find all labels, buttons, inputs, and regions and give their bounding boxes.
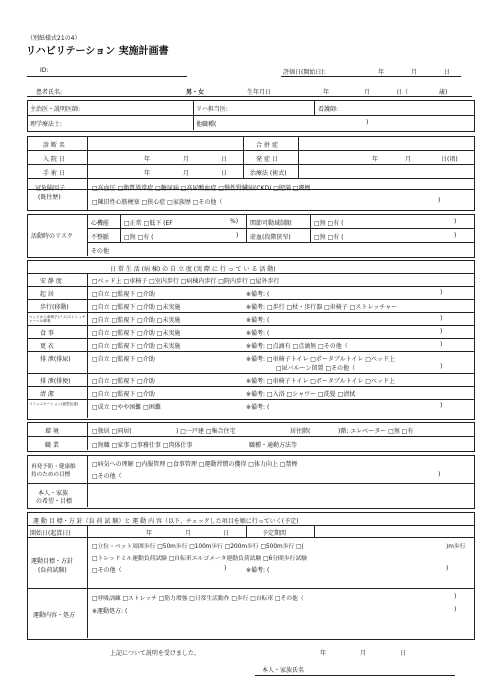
- environment-label: 環 境: [45, 428, 59, 435]
- prevention-options[interactable]: □病気への理解 □内服管理 □食事管理 □運動習慣の獲得 □体力向上 □禁煙: [92, 461, 298, 468]
- exercise-goal-sublabel: (負荷試験): [38, 567, 67, 574]
- exercise-content-close: ): [454, 593, 457, 600]
- staff-vdivider-2: [314, 100, 315, 115]
- cardiac-label: 心機能: [91, 220, 110, 227]
- adl-row-note[interactable]: ※備考: □歩行 □杖・歩行器 □車椅子 □ストレッチャー: [246, 304, 398, 311]
- diag-divider-2: [27, 164, 474, 165]
- residence-floor[interactable]: 居住階(: [290, 428, 311, 435]
- adl-row-note[interactable]: ※備考: □入浴 □シャワー □洗髪 □清拭: [246, 391, 356, 398]
- walking-goal-options[interactable]: □立位・ベット周囲歩行 □50m歩行 □100m歩行 □200m歩行 □500m歩行 □(: [92, 544, 304, 550]
- adl-row-close: ): [440, 402, 443, 409]
- activity-vdivider-1: [87, 214, 88, 256]
- family-goal-sublabel: の希望・目標: [36, 498, 73, 505]
- env-divider: [27, 436, 474, 437]
- arrhythmia-label: 不整脈: [91, 234, 110, 241]
- nurse-label[interactable]: 看護師:: [318, 106, 339, 113]
- patient-name-label: 患者氏名:: [36, 89, 63, 96]
- sex-field[interactable]: 男・女: [186, 89, 205, 96]
- eval-year: 年: [378, 69, 385, 76]
- adl-row-divider: [27, 299, 474, 300]
- adl-row-close: ): [440, 363, 443, 370]
- adl-row-divider: [27, 273, 474, 274]
- eval-underline: [281, 76, 461, 77]
- onset-day: 日(頃): [441, 156, 458, 163]
- other-staff-label[interactable]: 他職種(: [196, 121, 217, 128]
- period-label: 予定期間: [262, 530, 287, 537]
- exercise-table: [27, 512, 475, 640]
- consent-year: 年: [320, 650, 327, 657]
- birth-year: 年: [323, 89, 330, 96]
- adl-row-options[interactable]: □自立 □監視下 □介助: [92, 378, 155, 385]
- exercise-vdivider-2: [246, 525, 247, 537]
- adl-row-divider: [27, 325, 474, 326]
- activity-divider-1: [87, 228, 474, 229]
- exercise-goal-other-close: ): [224, 565, 227, 572]
- onset-label: 発 症 日: [256, 156, 278, 163]
- adl-row-note[interactable]: ※備考: (: [246, 291, 270, 298]
- rehab-doctor-label[interactable]: リハ担当医:: [196, 106, 228, 113]
- staff-divider: [27, 115, 474, 116]
- diag-vdivider-2: [243, 136, 244, 178]
- exercise-prescription[interactable]: ※運動処方: (: [92, 608, 128, 615]
- risk-factor-sublabel: (既往歴): [38, 194, 61, 201]
- staff-table: [27, 100, 475, 132]
- other-risk-label: その他: [91, 248, 110, 255]
- eval-date-label: 評価日(開始日)：: [283, 69, 330, 76]
- eval-month: 月: [411, 69, 418, 76]
- exercise-goal-other[interactable]: □その他（: [92, 567, 122, 574]
- exercise-prescription-close: ): [454, 606, 457, 613]
- onset-year: 年: [372, 156, 379, 163]
- adl-row-options[interactable]: □成立 □やや困難 □困難: [92, 404, 161, 411]
- job-details-label: 職種・通勤方法等: [249, 442, 298, 449]
- diagnosis-label: 診 断 名: [43, 142, 65, 149]
- adl-row-label: 清 潔: [40, 391, 54, 398]
- exercise-goal-note[interactable]: ※備考: (: [246, 567, 270, 574]
- prevention-other[interactable]: □その他（: [92, 473, 122, 480]
- other-staff-close: ): [366, 119, 369, 126]
- adl-row-options[interactable]: □自立 □監視下 □介助: [92, 291, 155, 298]
- patient-underline: [27, 96, 472, 97]
- risk-factor-options-1[interactable]: □高血圧 □脂質異常症 □糖尿病 □高尿酸血症 □慢性腎臓病(CKD) □肥満 □喫煙: [92, 185, 311, 192]
- prevention-close: ): [438, 471, 441, 478]
- housing-options[interactable]: ) □一戸建 □集合住宅: [176, 428, 236, 435]
- adl-row-note[interactable]: ※備考: □車椅子トイレ □ポータブルトイレ □ベッド上: [246, 356, 395, 363]
- age-unit: 歳): [439, 89, 448, 96]
- exercise-goal-label: 運動目標・方針: [31, 558, 74, 565]
- surgery-month: 月: [183, 170, 190, 177]
- adl-row-options[interactable]: □自立 □監視下 □介助 □未実施: [92, 343, 181, 350]
- adl-row-divider: [27, 286, 474, 287]
- adl-row-options[interactable]: □ベッド上 □車椅子 □室内歩行 □病棟内歩行 □院内歩行 □屋外歩行: [92, 278, 280, 285]
- signature-label: 本人・家族氏名: [262, 667, 305, 674]
- rom-label: 関節可動域制限: [250, 220, 293, 227]
- diag-vdivider-1: [87, 136, 88, 178]
- adl-row-divider: [27, 312, 474, 313]
- signature-line[interactable]: [255, 675, 455, 676]
- arrhythmia-options[interactable]: □無 □有 (: [124, 234, 154, 241]
- cardiac-options[interactable]: □正常 □低下 (EF: [124, 220, 173, 227]
- procedure-label: 治療法 (術式): [250, 170, 287, 177]
- rom-options[interactable]: □無 □有 (: [314, 220, 344, 227]
- admission-year: 年: [144, 156, 151, 163]
- goals-divider: [27, 483, 474, 484]
- arrhythmia-close: ): [236, 232, 239, 239]
- adl-row-label: 食 事: [40, 330, 54, 337]
- adl-row-close: ): [440, 315, 443, 322]
- admission-month: 月: [183, 156, 190, 163]
- cardiac-percent: %): [230, 218, 239, 225]
- elevator-options[interactable]: )階: エレベーター □無 □有: [338, 428, 414, 435]
- adl-row-divider: [27, 338, 474, 339]
- complication-label: 合 併 症: [256, 142, 278, 149]
- adl-row-note[interactable]: ※備考: (: [246, 330, 270, 337]
- ischemia-options[interactable]: □無 □有 (: [314, 234, 344, 241]
- consent-month: 月: [360, 650, 367, 657]
- adl-row-close: ): [440, 328, 443, 335]
- adl-vdivider: [87, 273, 88, 418]
- start-date-label: 開始日(起算日): [30, 530, 71, 537]
- exercise-divider-1: [27, 525, 474, 526]
- adl-row-note[interactable]: ※備考: (: [246, 317, 270, 324]
- environment-options[interactable]: □独居 □同居(: [92, 428, 132, 435]
- adl-row-divider: [27, 399, 474, 400]
- adl-row-options[interactable]: □自立 □監視下 □介助: [92, 391, 155, 398]
- adl-row-label: 歩行(移動): [40, 304, 69, 311]
- job-options[interactable]: □無職 □家事 □事務仕事 □肉体仕事: [92, 442, 193, 449]
- start-day: 日: [223, 530, 230, 537]
- family-goal-label: 本人・家族: [38, 490, 69, 497]
- ischemia-label: 虚血(段階狭窄): [250, 234, 291, 241]
- surgery-year: 年: [144, 170, 151, 177]
- walking-goal-end: )m歩行: [446, 544, 466, 550]
- adl-row-divider: [27, 351, 474, 352]
- exercise-goal-note-close: ): [446, 565, 449, 572]
- activity-divider-2: [87, 242, 474, 243]
- id-label: ID:: [40, 67, 49, 74]
- start-month: 月: [185, 530, 192, 537]
- adl-row-label: 排 泄(排尿): [40, 356, 71, 363]
- prevention-label: 再発予防・健康維: [31, 464, 76, 470]
- birth-month: 月: [364, 89, 371, 96]
- adl-row-label: 安 静 度: [40, 278, 62, 285]
- exercise-vdivider-1: [87, 525, 88, 638]
- adl-row-label: ベッドから車椅子(イス)ストレッチャーへの移乗: [29, 315, 86, 323]
- onset-month: 月: [405, 156, 412, 163]
- form-number: （別紙様式21の4）: [27, 35, 81, 42]
- goals-vdivider: [87, 455, 88, 507]
- adl-row-label: コミュニケーション(意思伝達): [29, 402, 79, 406]
- risk-vdivider: [87, 178, 88, 210]
- birth-day: 日（: [396, 89, 409, 96]
- risk-factor-label: 冠危険因子: [35, 185, 66, 192]
- id-underline: [27, 76, 187, 77]
- adl-row-label: 起 居: [40, 291, 54, 298]
- exercise-section-title: 運 動 目 標・方 針（負 荷 試 験）と 運 動 内 容（以下、チェックした項目を順に行っていく(予定): [33, 518, 299, 525]
- adl-row-options[interactable]: □自立 □監視下 □介助 □未実施: [92, 317, 181, 324]
- adl-row-label: 更 衣: [40, 343, 54, 350]
- birthdate-label: 生年月日: [247, 89, 272, 96]
- surgery-label: 手 術 日: [43, 170, 65, 177]
- doctor-label[interactable]: 主治医・説明医師:: [30, 106, 81, 113]
- adl-row-divider: [27, 373, 474, 374]
- ischemia-close: ): [454, 232, 457, 239]
- adl-row-divider: [27, 386, 474, 387]
- env-vdivider: [87, 422, 88, 450]
- admission-day: 日: [221, 156, 228, 163]
- page-title: リハビリテーション 実施計画書: [26, 46, 169, 57]
- adl-row-note[interactable]: ※備考: □点滴有 □点滴無 □その他（: [246, 343, 348, 350]
- risk-factor-options-2[interactable]: □陳旧性心筋梗塞 □狭心症 □家族歴 □その他（: [92, 199, 223, 206]
- pt-label[interactable]: 理学療法士:: [30, 121, 63, 128]
- exercise-content-options[interactable]: □呼吸訓練 □ストレッチ □筋力増強 □日常生活動作 □歩行 □自転車 □その他（: [92, 596, 304, 602]
- surgery-day: 日: [221, 170, 228, 177]
- adl-row-close: ): [440, 289, 443, 296]
- rom-close: ): [454, 218, 457, 225]
- diag-vdivider-3: [298, 136, 299, 178]
- job-label: 職 業: [45, 442, 59, 449]
- adl-row-options[interactable]: □自立 □監視下 □介助 □未実施: [92, 330, 181, 337]
- activity-risk-label: 活動時のリスク: [31, 233, 73, 240]
- adl-row-close: ): [440, 341, 443, 348]
- load-test-options[interactable]: □トレッドミル運動負荷試験 □自転車エルゴメータ運動負荷試験 □6分間歩行試験: [92, 556, 308, 562]
- staff-vdivider: [193, 100, 194, 130]
- adl-row-label: 排 泄(排便): [40, 378, 71, 385]
- exercise-content-label: 運動内容・処方: [33, 612, 76, 619]
- adl-row-note[interactable]: ※備考: (: [246, 404, 270, 411]
- prevention-sublabel: 持のための目標: [31, 472, 71, 478]
- risk-factor-close: ): [438, 197, 441, 204]
- eval-day: 日: [444, 69, 451, 76]
- adl-row-note-extra[interactable]: □尿バルーン留置 □その他（: [276, 365, 356, 372]
- consent-day: 日: [400, 650, 407, 657]
- exercise-divider-3: [27, 588, 474, 589]
- adl-row-note[interactable]: ※備考: □車椅子トイレ □ポータブルトイレ □ベッド上: [246, 378, 395, 385]
- adl-row-options[interactable]: □自立 □監視下 □介助: [92, 356, 155, 363]
- adl-section-title: 日 常 生 活 (病 棟) の 自 立 度 (実 際 に 行 っ て い る 活 動): [110, 266, 276, 273]
- exercise-divider-2: [27, 537, 474, 538]
- admission-label: 入 院 日: [43, 156, 65, 163]
- diag-divider-1: [27, 150, 474, 151]
- start-year: 年: [146, 530, 153, 537]
- adl-row-options[interactable]: □自立 □監視下 □介助 □未実施: [92, 304, 181, 311]
- exercise-vdivider-3: [314, 525, 315, 537]
- consent-text: 上記について説明を受けました。: [110, 650, 200, 657]
